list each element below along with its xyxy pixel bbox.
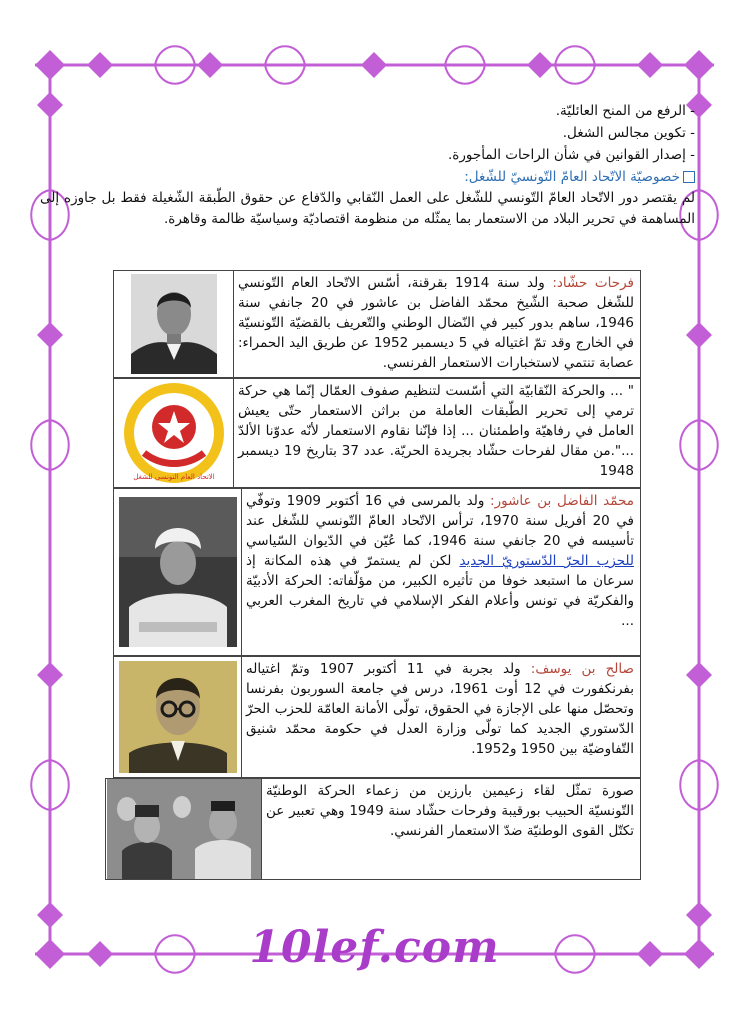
photo-cell: [106, 779, 262, 879]
logo-cell: [114, 379, 234, 487]
row-text: صورة تمثّل لقاء زعيمين بارزين من زعماء الحركة الوطنيّة التّونسيّة الحبيب بورقيبة وفرحات حشّاد سنة 1949 وهي تعبير عن تكتّل القوى الوطنيّة ضدّ الاستعمار الفرنسي.: [266, 783, 634, 839]
checkbox-icon: [683, 171, 695, 183]
person-name: محمّد الفاضل بن عاشور:: [490, 493, 635, 509]
photo-bourguiba-hached-image: [107, 779, 261, 879]
bio-text: ولد سنة 1914 بقرقنة، أسّس الاتّحاد العام التّونسي للشّغل صحبة الشّيخ محمّد الفاضل بن عاشور في 20 جانفي سنة 1946، ساهم بدور كبير في النّضال الوطني والتّعريف بالقضيّة التّونسيّة في الخارج وقد تمّ اغتياله في 5 ديسمبر 1952 عن طريق اليد الحمراء: عصابة تنتمي لاستخبارات الاستعمار الفرنسي.: [238, 275, 634, 371]
bullet-item: - تكوين مجالس الشغل.: [562, 125, 695, 141]
portrait-ben-youssef-image: [119, 661, 237, 773]
bullet-item: - الرفع من المنح العائليّة.: [555, 103, 695, 119]
section-title-text: خصوصيّة الاتّحاد العامّ التّونسيّ للشّغل:: [464, 169, 680, 185]
photo-cell: [114, 271, 234, 377]
bio-text: ولد بجربة في 11 أكتوبر 1907 وتمّ اغتياله بفرنكفورت في 12 أوت 1961، درس في جامعة السوربون بفرنسا وتحصّل منها على الإجازة في الحقوق، تولّى الأمانة العامّة للحزب الحرّ الدّستوري الجديد كما تولّى وزارة العدل في حكومة محمّد شنيق التّفاوضيّة بين 1950 و1952.: [246, 661, 634, 757]
table-row: [113, 270, 641, 378]
watermark: 10lef.com: [249, 922, 500, 973]
bullet-item: - إصدار القوانين في شأن الراحات المأجورة.: [448, 147, 695, 163]
table-row: [113, 488, 641, 656]
photo-cell: [114, 489, 242, 655]
table-row: [105, 778, 641, 880]
portrait-ben-achour-image: [119, 497, 237, 647]
row-text: [232, 271, 640, 375]
bullet-list: [40, 100, 695, 166]
intro-paragraph: لم يقتصر دور الاتّحاد العامّ التّونسي للشّغل على العمل النّقابي والدّفاع عن حقوق الطّبقة الشّغيلة فقط بل جاوزه إلى المساهمة في تحرير البلاد من الاستعمار بما يمثّله من منظومة اقتصاديّة وسياسيّة ظالمة وقاهرة.: [40, 190, 695, 227]
page-content: [40, 100, 695, 230]
party-link[interactable]: للحزب الحرّ الدّستوريّ الجديد: [459, 553, 634, 569]
photo-cell: [114, 657, 242, 777]
person-name: فرحات حشّاد:: [552, 275, 634, 291]
table-row: [113, 656, 641, 778]
row-text: [240, 489, 640, 633]
row-text: " ... والحركة النّقابيّة التي أسّست لتنظيم صفوف العمّال إنّما هي حركة ترمي إلى تحرير الطّبقات العاملة من براثن الاستعمار حتّى يعيش العامل في رفاهيّة واطمئنان ... إذا فإنّنا نقاوم الاستعمار لأنّه عدوّنا الألدّ ...".من مقال لفرحات حشّاد بجريدة الحريّة. عدد 37 بتاريخ 19 ديسمبر 1948: [238, 383, 634, 479]
section-title: [40, 166, 695, 188]
person-name: صالح بن يوسف:: [530, 661, 634, 677]
table-row: [113, 378, 641, 488]
row-text: [240, 657, 640, 761]
ugtt-logo: [122, 381, 226, 485]
portrait-hached-image: [131, 274, 217, 374]
logo-text: الاتحاد العام التونسي للشغل: [132, 473, 215, 481]
bio-text-continued: لكن لم يستمرّ في هذه المكانة إذ سرعان ما استبعد خوفا من تأثيره الكبير، من مؤلّفاته: الحركة الأدبيّة والفكريّة في تونس وأعلام الفكر الإسلامي في تاريخ المغرب العربي ...: [246, 553, 634, 629]
bio-text: ولد بالمرسى في 16 أكتوبر 1909 وتوفّي في 20 أفريل سنة 1970، ترأس الاتّحاد العامّ التّونسي للشّغل عند تأسيسه في 20 جانفي سنة 1946، كما عُيّن في الدّيوان السّياسي: [246, 493, 635, 549]
